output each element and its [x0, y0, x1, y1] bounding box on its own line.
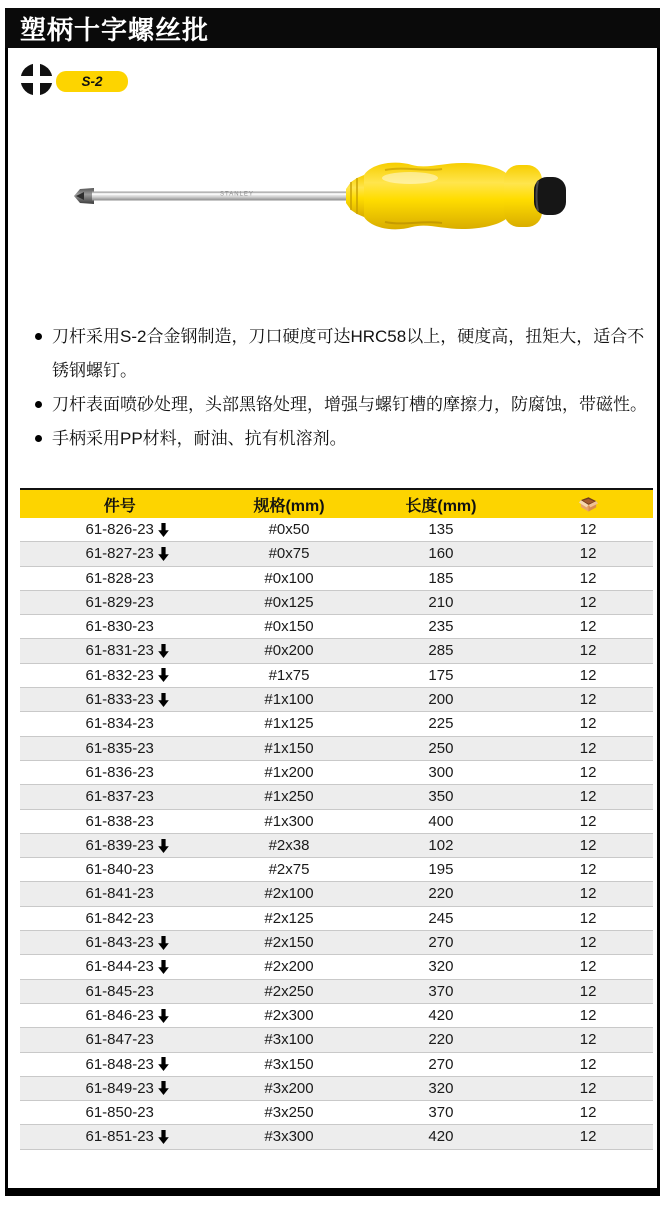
cell-qty: 12 — [579, 666, 597, 684]
handle-end-cap — [534, 177, 566, 215]
part-number: 61-831-23 — [85, 642, 154, 660]
cell-qty: 12 — [579, 593, 597, 611]
cell-length: 370 — [428, 1104, 454, 1122]
cell-part-number — [20, 542, 219, 565]
part-number: 61-848-23 — [85, 1055, 154, 1073]
cell-qty: 12 — [579, 812, 597, 830]
cell-length: 400 — [428, 812, 454, 830]
page-title: 塑柄十字螺丝批 — [20, 14, 210, 45]
cell-part-number — [20, 907, 219, 930]
cell-part-number — [20, 664, 219, 687]
page-content — [8, 48, 657, 1196]
cell-spec: #2x300 — [264, 1006, 314, 1024]
cell-length: 320 — [428, 1079, 454, 1097]
cell-length: 235 — [428, 618, 454, 636]
cell-part-number — [20, 1004, 219, 1027]
table-row — [20, 737, 653, 761]
cell-spec: #1x100 — [264, 691, 314, 709]
cell-length: 210 — [428, 593, 454, 611]
cell-qty: 12 — [579, 788, 597, 806]
handle-body — [364, 163, 506, 230]
cell-spec: #2x150 — [264, 934, 314, 952]
cell-length: 225 — [428, 715, 454, 733]
table-row — [20, 688, 653, 712]
cell-part-number — [20, 858, 219, 881]
table-row — [20, 810, 653, 834]
cell-spec: #1x200 — [264, 763, 314, 781]
steel-grade-badge: S-2 — [56, 71, 128, 92]
table-header — [20, 488, 653, 518]
cell-spec: #3x100 — [264, 1031, 314, 1049]
page-title-bar — [5, 8, 660, 48]
cell-length: 200 — [428, 691, 454, 709]
cell-part-number — [20, 1077, 219, 1100]
part-number: 61-826-23 — [85, 521, 154, 538]
table-row — [20, 1125, 653, 1149]
part-number: 61-844-23 — [85, 958, 154, 976]
cell-spec: #0x125 — [264, 593, 314, 611]
part-number: 61-835-23 — [85, 739, 154, 757]
cell-length: 320 — [428, 958, 454, 976]
cell-length: 250 — [428, 739, 454, 757]
cell-spec: #2x100 — [264, 885, 314, 903]
cell-part-number — [20, 761, 219, 784]
cell-part-number — [20, 1101, 219, 1124]
cell-qty: 12 — [579, 836, 597, 854]
cell-part-number — [20, 737, 219, 760]
table-row — [20, 567, 653, 591]
down-arrow-icon — [158, 1009, 169, 1023]
table-row — [20, 931, 653, 955]
table-row — [20, 712, 653, 736]
part-number: 61-834-23 — [85, 715, 154, 733]
cell-part-number — [20, 834, 219, 857]
table-row — [20, 761, 653, 785]
cell-spec: #3x200 — [264, 1079, 314, 1097]
cell-part-number — [20, 955, 219, 978]
part-number: 61-839-23 — [85, 836, 154, 854]
down-arrow-icon — [158, 1081, 169, 1095]
cell-qty: 12 — [579, 1128, 597, 1146]
cell-length: 300 — [428, 763, 454, 781]
table-row — [20, 882, 653, 906]
table-row — [20, 518, 653, 542]
bullet-icon — [35, 401, 42, 408]
cell-qty: 12 — [579, 1079, 597, 1097]
table-row — [20, 1028, 653, 1052]
part-number: 61-849-23 — [85, 1079, 154, 1097]
cell-length: 420 — [428, 1128, 454, 1146]
cell-qty: 12 — [579, 909, 597, 927]
cell-part-number — [20, 1125, 219, 1148]
handle-collar — [346, 175, 364, 217]
cell-length: 102 — [428, 836, 454, 854]
cell-qty: 12 — [579, 739, 597, 757]
cell-length: 270 — [428, 934, 454, 952]
part-number: 61-843-23 — [85, 934, 154, 952]
table-row — [20, 1077, 653, 1101]
cell-length: 160 — [428, 545, 454, 563]
table-row — [20, 785, 653, 809]
cell-length: 135 — [428, 521, 454, 538]
bullet-icon — [35, 435, 42, 442]
cell-part-number — [20, 518, 219, 541]
table-row — [20, 591, 653, 615]
part-number: 61-847-23 — [85, 1031, 154, 1049]
part-number: 61-828-23 — [85, 569, 154, 587]
cell-part-number — [20, 931, 219, 954]
part-number: 61-841-23 — [85, 885, 154, 903]
part-number: 61-850-23 — [85, 1104, 154, 1122]
part-number: 61-851-23 — [85, 1128, 154, 1146]
bullet-icon — [35, 333, 42, 340]
cell-qty: 12 — [579, 618, 597, 636]
table-row — [20, 664, 653, 688]
cell-length: 195 — [428, 861, 454, 879]
cell-qty: 12 — [579, 885, 597, 903]
part-number: 61-838-23 — [85, 812, 154, 830]
table-row — [20, 907, 653, 931]
part-number: 61-832-23 — [85, 666, 154, 684]
part-number: 61-837-23 — [85, 788, 154, 806]
table-body — [20, 518, 653, 1150]
cell-spec: #2x75 — [268, 861, 310, 879]
cell-spec: #0x200 — [264, 642, 314, 660]
cell-spec: #0x75 — [268, 545, 310, 563]
cell-length: 220 — [428, 885, 454, 903]
cell-part-number — [20, 591, 219, 614]
col-header-part: 件号 — [103, 497, 136, 515]
cell-spec: #2x125 — [264, 909, 314, 927]
cell-qty: 12 — [579, 934, 597, 952]
cell-part-number — [20, 1053, 219, 1076]
cell-qty: 12 — [579, 1055, 597, 1073]
table-row — [20, 1053, 653, 1077]
down-arrow-icon — [158, 523, 169, 537]
cell-spec: #0x150 — [264, 618, 314, 636]
cell-qty: 12 — [579, 982, 597, 1000]
part-number: 61-846-23 — [85, 1006, 154, 1024]
feature-item — [22, 320, 650, 388]
shaft-brand-text: STANLEY — [220, 191, 254, 198]
cell-length: 175 — [428, 666, 454, 684]
part-number: 61-836-23 — [85, 763, 154, 781]
cell-spec: #0x100 — [264, 569, 314, 587]
carton-box-icon — [577, 495, 600, 513]
part-number: 61-829-23 — [85, 593, 154, 611]
down-arrow-icon — [158, 936, 169, 950]
phillips-cross-icon — [20, 63, 53, 96]
cell-part-number — [20, 615, 219, 638]
down-arrow-icon — [158, 1057, 169, 1071]
cell-qty: 12 — [579, 861, 597, 879]
table-row — [20, 834, 653, 858]
feature-item — [22, 422, 650, 456]
cell-spec: #0x50 — [268, 521, 310, 538]
spec-table — [20, 488, 653, 1150]
cell-qty: 12 — [579, 642, 597, 660]
cell-spec: #3x300 — [264, 1128, 314, 1146]
cell-qty: 12 — [579, 569, 597, 587]
col-header-length: 长度(mm) — [405, 497, 477, 515]
feature-item — [22, 388, 650, 422]
cell-spec: #1x75 — [268, 666, 310, 684]
cell-part-number — [20, 712, 219, 735]
cell-spec: #2x38 — [268, 836, 310, 854]
cell-spec: #2x250 — [264, 982, 314, 1000]
cell-qty: 12 — [579, 521, 597, 538]
cell-spec: #1x125 — [264, 715, 314, 733]
col-header-spec: 规格(mm) — [253, 497, 325, 515]
cell-spec: #2x200 — [264, 958, 314, 976]
cell-length: 370 — [428, 982, 454, 1000]
part-number: 61-827-23 — [85, 545, 154, 563]
cell-spec: #3x150 — [264, 1055, 314, 1073]
part-number: 61-842-23 — [85, 909, 154, 927]
down-arrow-icon — [158, 547, 169, 561]
cell-spec: #3x250 — [264, 1104, 314, 1122]
part-number: 61-830-23 — [85, 618, 154, 636]
cell-qty: 12 — [579, 763, 597, 781]
part-number: 61-833-23 — [85, 691, 154, 709]
cell-qty: 12 — [579, 1104, 597, 1122]
down-arrow-icon — [158, 839, 169, 853]
table-row — [20, 955, 653, 979]
page-frame — [5, 8, 660, 1196]
cell-length: 185 — [428, 569, 454, 587]
feature-text: 手柄采用PP材料，耐油、抗有机溶剂。 — [52, 429, 347, 448]
feature-text: 刀杆采用S-2合金钢制造，刀口硬度可达HRC58以上，硬度高，扭矩大，适合不锈钢螺钉。 — [52, 327, 645, 380]
part-number: 61-845-23 — [85, 982, 154, 1000]
part-number: 61-840-23 — [85, 861, 154, 879]
cell-spec: #1x250 — [264, 788, 314, 806]
cell-length: 350 — [428, 788, 454, 806]
table-row — [20, 858, 653, 882]
cell-qty: 12 — [579, 691, 597, 709]
product-image-screwdriver — [70, 148, 590, 248]
cell-part-number — [20, 785, 219, 808]
cell-spec: #1x150 — [264, 739, 314, 757]
cell-length: 420 — [428, 1006, 454, 1024]
cell-part-number — [20, 567, 219, 590]
feature-text: 刀杆表面喷砂处理，头部黑铬处理，增强与螺钉槽的摩擦力，防腐蚀，带磁性。 — [52, 395, 647, 414]
down-arrow-icon — [158, 693, 169, 707]
table-row — [20, 639, 653, 663]
table-row — [20, 1101, 653, 1125]
cell-qty: 12 — [579, 545, 597, 563]
cell-qty: 12 — [579, 1006, 597, 1024]
cell-qty: 12 — [579, 715, 597, 733]
down-arrow-icon — [158, 960, 169, 974]
cell-length: 270 — [428, 1055, 454, 1073]
col-header-qty — [523, 495, 653, 513]
cell-spec: #1x300 — [264, 812, 314, 830]
cell-part-number — [20, 688, 219, 711]
table-row — [20, 1004, 653, 1028]
cell-part-number — [20, 882, 219, 905]
cell-qty: 12 — [579, 1031, 597, 1049]
down-arrow-icon — [158, 1130, 169, 1144]
cell-length: 245 — [428, 909, 454, 927]
down-arrow-icon — [158, 668, 169, 682]
cell-part-number — [20, 1028, 219, 1051]
cell-qty: 12 — [579, 958, 597, 976]
cell-length: 285 — [428, 642, 454, 660]
cell-part-number — [20, 639, 219, 662]
cell-part-number — [20, 810, 219, 833]
feature-list — [22, 320, 650, 456]
table-row — [20, 980, 653, 1004]
down-arrow-icon — [158, 644, 169, 658]
cell-part-number — [20, 980, 219, 1003]
table-row — [20, 542, 653, 566]
cell-length: 220 — [428, 1031, 454, 1049]
table-row — [20, 615, 653, 639]
